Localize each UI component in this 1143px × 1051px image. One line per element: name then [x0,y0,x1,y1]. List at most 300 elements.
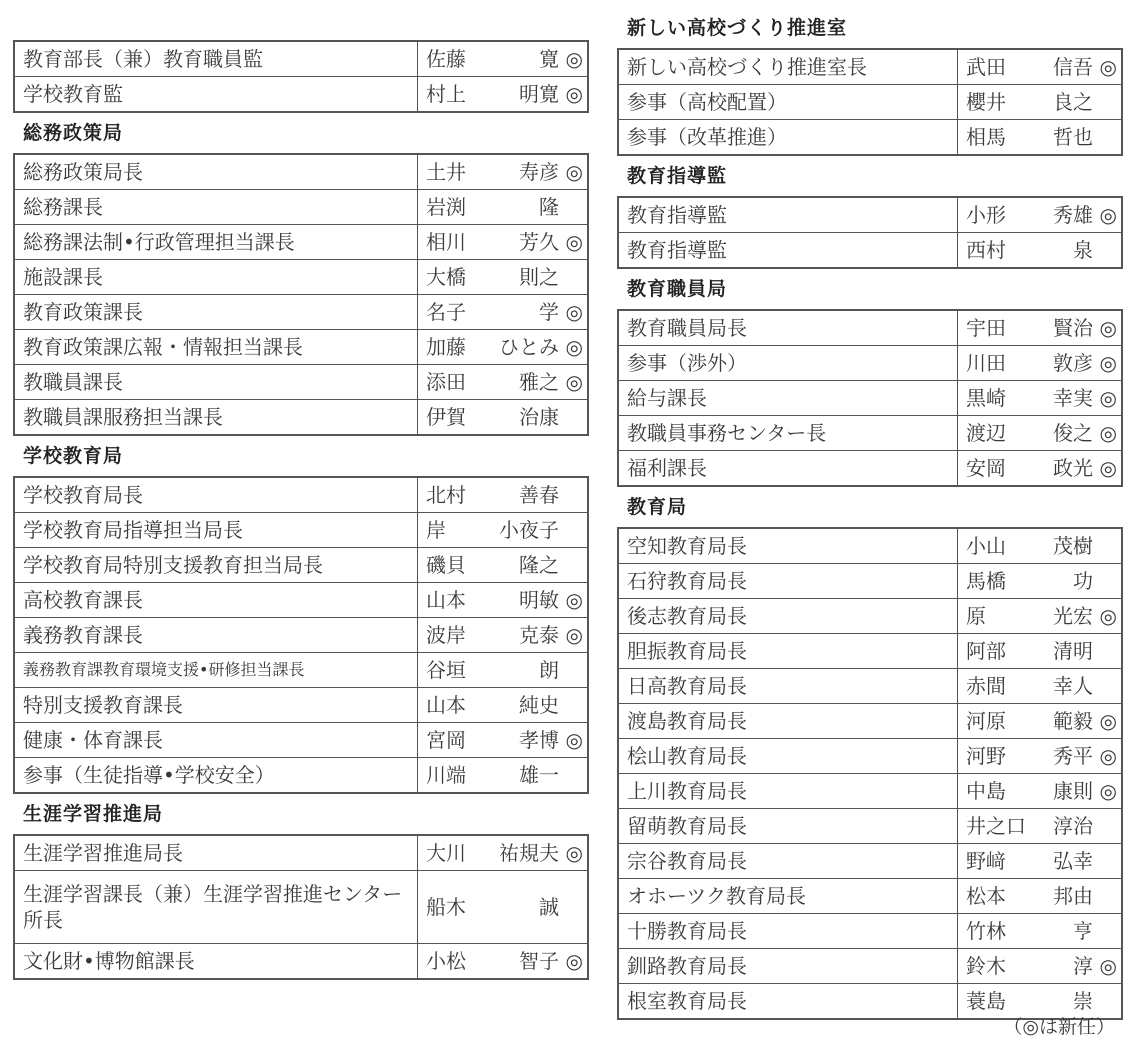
position-title: 教育政策課広報・情報担当課長 [14,330,418,365]
given-name: 賢治 [1053,316,1093,340]
family-name: 宇田 [966,316,1006,340]
given-name: 朗 [539,658,559,682]
person-name [958,416,1123,451]
given-name: 康則 [1053,779,1093,803]
new-appointee-mark: ◎ [565,588,583,612]
person-name [958,233,1123,269]
position-title: 生涯学習課長（兼）生涯学習推進センター所長 [14,871,418,944]
given-name: 哲也 [1053,125,1093,149]
person-name [418,548,589,583]
table-row [14,41,588,77]
given-name: 邦由 [1053,884,1093,908]
position-title: 桧山教育局長 [618,739,958,774]
name-wrapper [966,673,1117,699]
table-row [14,225,588,260]
name-wrapper [966,953,1117,979]
name-wrapper [966,883,1117,909]
table-row [14,154,588,190]
given-name: 寛 [539,47,559,71]
new-appointee-mark: ◎ [1099,456,1117,480]
name-wrapper [966,533,1117,559]
family-name: 竹林 [966,919,1006,943]
person-name [958,564,1123,599]
name-wrapper [426,948,583,974]
family-name: 赤間 [966,674,1006,698]
name-wrapper [966,315,1117,341]
family-name: 村上 [426,82,466,106]
person-name [418,190,589,225]
new-appointee-mark: ◎ [565,949,583,973]
position-title: 文化財•博物館課長 [14,944,418,980]
position-title: 学校教育局指導担当局長 [14,513,418,548]
new-appointee-mark: ◎ [1099,744,1117,768]
table-row [14,365,588,400]
given-name: 秀平 [1053,744,1093,768]
new-appointee-mark: ◎ [565,160,583,184]
new-appointee-mark: ◎ [1099,421,1117,445]
staff-table [13,476,589,794]
given-name: 功 [1073,569,1093,593]
family-name: 井之口 [966,814,1026,838]
person-name [418,835,589,871]
name-wrapper [426,517,583,543]
given-name: 良之 [1053,90,1093,114]
left-column [13,40,589,980]
section-heading: 学校教育局 [23,445,124,467]
table-row [14,513,588,548]
table-row [14,477,588,513]
table-row [618,346,1122,381]
name-wrapper [966,124,1117,150]
person-name [958,346,1123,381]
name-wrapper [966,54,1117,80]
position-title: 教育指導監 [618,197,958,233]
family-name: 馬橋 [966,569,1006,593]
person-name [418,513,589,548]
given-name: 則之 [519,265,559,289]
table-row [14,758,588,794]
family-name: 小松 [426,949,466,973]
staff-table [617,48,1123,156]
name-wrapper [966,918,1117,944]
person-name [418,871,589,944]
new-appointee-mark: ◎ [565,300,583,324]
position-title: 参事（生徒指導•学校安全） [14,758,418,794]
given-name: 克泰 [519,623,559,647]
position-title: 宗谷教育局長 [618,844,958,879]
given-name: 孝博 [519,728,559,752]
person-name [418,225,589,260]
new-appointee-mark: ◎ [1099,604,1117,628]
person-name [958,704,1123,739]
new-appointee-mark: ◎ [565,841,583,865]
family-name: 阿部 [966,639,1006,663]
new-appointee-mark: ◎ [565,82,583,106]
given-name: 淳 [1073,954,1093,978]
table-row [14,77,588,113]
name-wrapper [966,848,1117,874]
name-wrapper [966,988,1117,1014]
position-title: 参事（高校配置） [618,85,958,120]
family-name: 鈴木 [966,954,1006,978]
name-wrapper [426,622,583,648]
table-row [618,310,1122,346]
position-title: 教育政策課長 [14,295,418,330]
person-name [418,653,589,688]
given-name: 純史 [519,693,559,717]
given-name: 泉 [1073,238,1093,262]
name-wrapper [426,894,583,920]
family-name: 蓑島 [966,989,1006,1013]
person-name [958,949,1123,984]
family-name: 土井 [426,160,466,184]
position-title: 学校教育局長 [14,477,418,513]
staff-table [617,309,1123,487]
new-appointee-mark: ◎ [1099,351,1117,375]
table-row [618,197,1122,233]
new-appointee-mark: ◎ [565,335,583,359]
table-row [618,634,1122,669]
given-name: 信吾 [1053,55,1093,79]
family-name: 山本 [426,693,466,717]
position-title: 後志教育局長 [618,599,958,634]
family-name: 船木 [426,895,466,919]
name-wrapper [966,455,1117,481]
given-name: 明敏 [519,588,559,612]
name-wrapper [426,692,583,718]
table-row [618,669,1122,704]
position-title: 学校教育監 [14,77,418,113]
name-wrapper [426,840,583,866]
position-title: 教育職員局長 [618,310,958,346]
table-row [618,233,1122,269]
family-name: 宮岡 [426,728,466,752]
name-wrapper [426,482,583,508]
table-row [14,944,588,980]
family-name: 櫻井 [966,90,1006,114]
family-name: 野﨑 [966,849,1006,873]
table-row [618,381,1122,416]
family-name: 川端 [426,763,466,787]
name-wrapper [966,708,1117,734]
person-name [958,669,1123,704]
name-wrapper [966,237,1117,263]
staff-table [13,40,589,113]
staff-table [13,834,589,980]
given-name: 智子 [519,949,559,973]
name-wrapper [426,46,583,72]
position-title: 教職員事務センター長 [618,416,958,451]
person-name [958,451,1123,487]
family-name: 岩渕 [426,195,466,219]
given-name: 隆之 [519,553,559,577]
family-name: 佐藤 [426,47,466,71]
family-name: 谷垣 [426,658,466,682]
new-appointee-mark: ◎ [1099,954,1117,978]
person-name [418,365,589,400]
new-appointee-mark: ◎ [1099,203,1117,227]
table-row [14,583,588,618]
position-title: 特別支援教育課長 [14,688,418,723]
table-row [14,190,588,225]
position-title: 給与課長 [618,381,958,416]
name-wrapper [966,385,1117,411]
new-appointee-mark: ◎ [1099,55,1117,79]
position-title: 高校教育課長 [14,583,418,618]
given-name: 祐規夫 [499,841,559,865]
right-column [617,8,1123,1020]
table-row [618,914,1122,949]
person-name [958,844,1123,879]
given-name: 清明 [1053,639,1093,663]
given-name: 幸人 [1053,674,1093,698]
name-wrapper [426,81,583,107]
new-appointee-mark: ◎ [1099,386,1117,410]
person-name [958,310,1123,346]
name-wrapper [966,743,1117,769]
given-name: 光宏 [1053,604,1093,628]
given-name: 敦彦 [1053,351,1093,375]
given-name: 亨 [1073,919,1093,943]
new-appointee-mark: ◎ [565,47,583,71]
new-appointee-mark: ◎ [1099,709,1117,733]
given-name: 善春 [519,483,559,507]
name-wrapper [966,603,1117,629]
position-title: 学校教育局特別支援教育担当局長 [14,548,418,583]
table-row [618,774,1122,809]
position-title: 胆振教育局長 [618,634,958,669]
section-heading: 教育局 [627,496,688,518]
section-heading: 新しい高校づくり推進室 [627,17,848,39]
family-name: 安岡 [966,456,1006,480]
given-name: 芳久 [519,230,559,254]
family-name: 中島 [966,779,1006,803]
new-appointee-mark: ◎ [565,728,583,752]
person-name [958,381,1123,416]
family-name: 山本 [426,588,466,612]
given-name: 学 [539,300,559,324]
position-title: 義務教育課長 [14,618,418,653]
footnote: （◎は新任） [1003,1016,1115,1038]
position-title: 根室教育局長 [618,984,958,1020]
position-title: 義務教育課教育環境支援•研修担当課長 [14,653,418,688]
person-name [958,528,1123,564]
family-name: 北村 [426,483,466,507]
family-name: 渡辺 [966,421,1006,445]
person-name [958,85,1123,120]
position-title: 教職員課長 [14,365,418,400]
person-name [418,260,589,295]
person-name [958,634,1123,669]
position-title: 施設課長 [14,260,418,295]
family-name: 名子 [426,300,466,324]
position-title: 留萌教育局長 [618,809,958,844]
name-wrapper [426,727,583,753]
table-row [618,844,1122,879]
given-name: 幸実 [1053,386,1093,410]
family-name: 小山 [966,534,1006,558]
given-name: 小夜子 [499,518,559,542]
name-wrapper [966,89,1117,115]
staff-table [617,196,1123,269]
section-heading: 教育職員局 [627,278,728,300]
position-title: 参事（改革推進） [618,120,958,156]
given-name: 崇 [1073,989,1093,1013]
person-name [418,723,589,758]
family-name: 波岸 [426,623,466,647]
person-name [958,739,1123,774]
family-name: 松本 [966,884,1006,908]
name-wrapper [966,813,1117,839]
position-title: 生涯学習推進局長 [14,835,418,871]
given-name: 俊之 [1053,421,1093,445]
name-wrapper [966,350,1117,376]
name-wrapper [426,657,583,683]
given-name: 政光 [1053,456,1093,480]
position-title: 空知教育局長 [618,528,958,564]
position-title: 日高教育局長 [618,669,958,704]
person-name [958,914,1123,949]
family-name: 岸 [426,518,446,542]
position-title: オホーツク教育局長 [618,879,958,914]
table-row [618,120,1122,156]
person-name [418,583,589,618]
new-appointee-mark: ◎ [1099,316,1117,340]
position-title: 上川教育局長 [618,774,958,809]
position-title: 十勝教育局長 [618,914,958,949]
position-title: 釧路教育局長 [618,949,958,984]
family-name: 河野 [966,744,1006,768]
table-row [14,723,588,758]
staff-table [617,527,1123,1020]
family-name: 大橋 [426,265,466,289]
position-title: 健康・体育課長 [14,723,418,758]
table-row [14,400,588,436]
name-wrapper [426,762,583,788]
family-name: 相馬 [966,125,1006,149]
person-name [418,944,589,980]
new-appointee-mark: ◎ [565,370,583,394]
table-row [618,49,1122,85]
given-name: 茂樹 [1053,534,1093,558]
family-name: 加藤 [426,335,466,359]
table-row [14,835,588,871]
given-name: ひとみ [499,335,559,359]
name-wrapper [426,229,583,255]
given-name: 秀雄 [1053,203,1093,227]
table-row [618,528,1122,564]
given-name: 範毅 [1053,709,1093,733]
position-title: 教職員課服務担当課長 [14,400,418,436]
name-wrapper [966,638,1117,664]
table-row [618,809,1122,844]
position-title: 福利課長 [618,451,958,487]
name-wrapper [426,334,583,360]
table-row [14,260,588,295]
position-title: 総務政策局長 [14,154,418,190]
family-name: 大川 [426,841,466,865]
name-wrapper [966,202,1117,228]
family-name: 武田 [966,55,1006,79]
given-name: 雅之 [519,370,559,394]
person-name [418,154,589,190]
family-name: 河原 [966,709,1006,733]
table-row [618,704,1122,739]
given-name: 寿彦 [519,160,559,184]
name-wrapper [426,404,583,430]
table-row [14,295,588,330]
name-wrapper [426,194,583,220]
name-wrapper [426,552,583,578]
person-name [958,197,1123,233]
table-row [618,949,1122,984]
section-heading: 教育指導監 [627,165,728,187]
person-name [418,477,589,513]
table-row [618,85,1122,120]
section-heading: 総務政策局 [23,122,124,144]
given-name: 治康 [519,405,559,429]
person-name [958,120,1123,156]
person-name [418,618,589,653]
person-name [418,688,589,723]
given-name: 弘幸 [1053,849,1093,873]
table-row [618,564,1122,599]
family-name: 川田 [966,351,1006,375]
position-title: 新しい高校づくり推進室長 [618,49,958,85]
table-row [14,618,588,653]
person-name [418,400,589,436]
name-wrapper [966,778,1117,804]
new-appointee-mark: ◎ [565,623,583,647]
position-title: 総務課法制•行政管理担当課長 [14,225,418,260]
given-name: 淳治 [1053,814,1093,838]
table-row [14,548,588,583]
name-wrapper [426,587,583,613]
table-row [14,871,588,944]
table-row [618,451,1122,487]
name-wrapper [426,264,583,290]
section-heading: 生涯学習推進局 [23,803,164,825]
person-name [418,295,589,330]
person-name [418,41,589,77]
family-name: 伊賀 [426,405,466,429]
family-name: 小形 [966,203,1006,227]
name-wrapper [966,420,1117,446]
table-row [618,599,1122,634]
person-name [958,879,1123,914]
name-wrapper [966,568,1117,594]
family-name: 黒崎 [966,386,1006,410]
family-name: 添田 [426,370,466,394]
person-name [418,77,589,113]
table-row [14,688,588,723]
person-name [418,330,589,365]
table-row [14,653,588,688]
position-title: 渡島教育局長 [618,704,958,739]
name-wrapper [426,159,583,185]
position-title: 石狩教育局長 [618,564,958,599]
person-name [958,809,1123,844]
position-title: 教育部長（兼）教育職員監 [14,41,418,77]
position-title: 参事（渉外） [618,346,958,381]
person-name [958,599,1123,634]
family-name: 原 [966,604,986,628]
family-name: 西村 [966,238,1006,262]
given-name: 隆 [539,195,559,219]
staff-table [13,153,589,436]
new-appointee-mark: ◎ [1099,779,1117,803]
given-name: 雄一 [519,763,559,787]
